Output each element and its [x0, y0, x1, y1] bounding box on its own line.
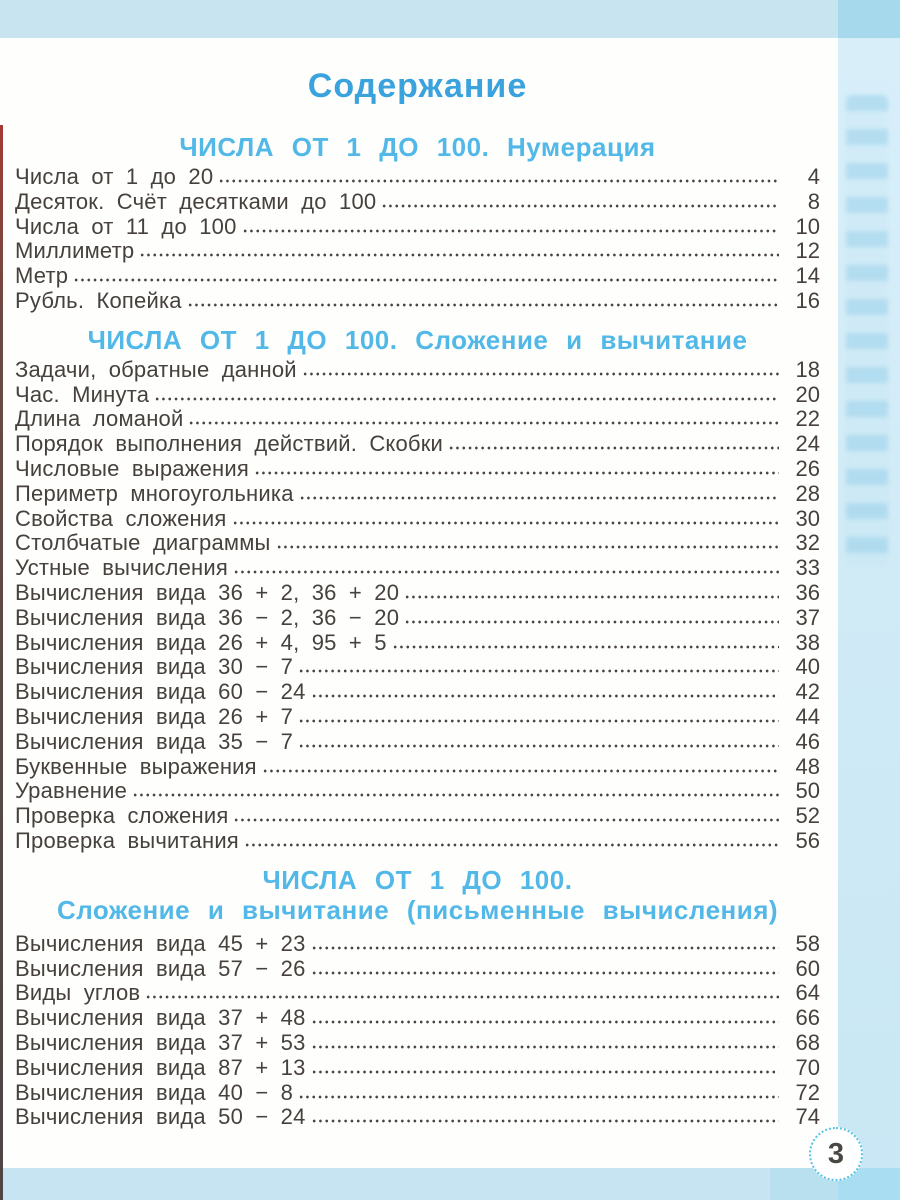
- toc-entry: [15, 580, 820, 605]
- toc-entry-page: 36: [795, 579, 820, 605]
- toc-entry-label: Вычисления вида 36 − 2, 36 − 20: [15, 604, 400, 630]
- dot-leader: [311, 1118, 779, 1124]
- page-number-badge: [809, 1127, 863, 1181]
- toc-entry: [15, 754, 820, 779]
- toc-entry: [15, 679, 820, 704]
- toc-entry-label: Задачи, обратные данной: [15, 356, 297, 382]
- toc-entry-label: Проверка сложения: [15, 803, 229, 829]
- dot-leader: [233, 817, 779, 823]
- dot-leader: [73, 277, 779, 283]
- scan-border-bottom: [0, 1168, 770, 1200]
- dot-leader: [242, 228, 779, 234]
- dot-leader: [311, 945, 779, 951]
- page-number: 3: [827, 1137, 845, 1170]
- toc-entry-page: 16: [795, 287, 820, 313]
- toc-entry: [15, 729, 820, 754]
- toc-entry: [15, 704, 820, 729]
- toc-entry-page: 64: [795, 980, 820, 1006]
- dot-leader: [302, 371, 779, 377]
- dot-leader: [311, 1019, 779, 1025]
- toc-entry-page: 74: [795, 1104, 820, 1130]
- toc-entry-label: Вычисления вида 37 + 48: [15, 1005, 306, 1031]
- toc-entry-label: Числа от 11 до 100: [15, 213, 237, 239]
- toc-entry-page: 50: [795, 778, 820, 804]
- dot-leader: [218, 178, 779, 184]
- toc-entry-page: 14: [795, 263, 820, 289]
- toc-entry: [15, 506, 820, 531]
- toc-entry-label: Вычисления вида 57 − 26: [15, 955, 306, 981]
- toc-entry-label: Вычисления вида 35 − 7: [15, 728, 294, 754]
- toc-entry: [15, 931, 820, 956]
- dot-leader: [132, 792, 779, 798]
- dot-leader: [254, 470, 779, 476]
- toc-entry: [15, 803, 820, 828]
- dot-leader: [298, 743, 779, 749]
- section-heading: ЧИСЛА ОТ 1 ДО 100. Нумерация: [179, 132, 656, 162]
- toc-entry-page: 46: [795, 728, 820, 754]
- dot-leader: [298, 1094, 779, 1100]
- toc-entry-label: Вычисления вида 30 − 7: [15, 654, 294, 680]
- section-heading: Сложение и вычитание (письменные вычисления): [56, 894, 779, 925]
- toc-entry-label: Порядок выполнения действий. Скобки: [15, 431, 444, 457]
- toc-entry-label: Числовые выражения: [15, 455, 249, 481]
- dot-leader: [262, 768, 779, 774]
- toc-entry-page: 70: [795, 1054, 820, 1080]
- toc-entry-page: 60: [795, 955, 820, 981]
- table-of-contents: [15, 132, 820, 1129]
- section-entries: [15, 164, 820, 313]
- book-spine-edge: [0, 125, 3, 1200]
- dot-leader: [381, 203, 779, 209]
- dot-leader: [298, 718, 779, 724]
- toc-entry-page: 12: [795, 238, 820, 264]
- toc-entry: [15, 1104, 820, 1129]
- toc-entry-page: 32: [795, 530, 820, 556]
- toc-entry-label: Час. Минута: [15, 381, 150, 407]
- toc-entry: [15, 238, 820, 263]
- toc-entry: [15, 1005, 820, 1030]
- toc-entry-label: Вычисления вида 60 − 24: [15, 679, 306, 705]
- toc-entry: [15, 605, 820, 630]
- toc-entry-page: 26: [795, 455, 820, 481]
- toc-entry-page: 10: [795, 213, 820, 239]
- toc-entry-label: Устные вычисления: [15, 555, 228, 581]
- toc-entry-page: 38: [795, 629, 820, 655]
- toc-entry-page: 68: [795, 1029, 820, 1055]
- toc-content: [15, 0, 820, 1129]
- toc-entry: [15, 263, 820, 288]
- toc-entry-label: Числа от 1 до 20: [15, 164, 214, 189]
- scan-border-corner-top-right: [838, 0, 900, 38]
- toc-entry: [15, 214, 820, 239]
- toc-entry-label: Вычисления вида 87 + 13: [15, 1054, 306, 1080]
- toc-entry: [15, 530, 820, 555]
- toc-entry: [15, 456, 820, 481]
- section-entries: [15, 357, 820, 853]
- dot-leader: [392, 644, 779, 650]
- toc-entry: [15, 406, 820, 431]
- toc-entry-page: 52: [795, 803, 820, 829]
- dot-leader: [232, 520, 780, 526]
- dot-leader: [311, 1044, 779, 1050]
- toc-entry: [15, 778, 820, 803]
- dot-leader: [145, 994, 779, 1000]
- dot-leader: [404, 594, 779, 600]
- toc-entry: [15, 288, 820, 313]
- dot-leader: [448, 445, 779, 451]
- section-heading: ЧИСЛА ОТ 1 ДО 100.: [262, 864, 573, 895]
- dot-leader: [404, 619, 779, 625]
- toc-entry: [15, 630, 820, 655]
- toc-entry-page: 33: [795, 555, 820, 581]
- toc-entry: [15, 431, 820, 456]
- toc-entry: [15, 1030, 820, 1055]
- toc-entry-page: 22: [795, 406, 820, 432]
- toc-entry: [15, 555, 820, 580]
- toc-entry: [15, 357, 820, 382]
- toc-entry-page: 20: [795, 381, 820, 407]
- toc-entry-page: 37: [795, 604, 820, 630]
- toc-entry-label: Уравнение: [15, 778, 128, 804]
- toc-entry-label: Вычисления вида 36 + 2, 36 + 20: [15, 579, 400, 605]
- dot-leader: [233, 569, 779, 575]
- toc-entry-label: Проверка вычитания: [15, 827, 239, 853]
- toc-entry-page: 48: [795, 753, 820, 779]
- toc-entry-page: 24: [795, 431, 820, 457]
- toc-entry-label: Вычисления вида 45 + 23: [15, 930, 306, 956]
- section-entries: [15, 931, 820, 1129]
- toc-entry: [15, 956, 820, 981]
- toc-entry-page: 8: [807, 188, 820, 214]
- dot-leader: [188, 420, 779, 426]
- toc-entry: [15, 382, 820, 407]
- toc-entry: [15, 828, 820, 853]
- toc-entry-page: 4: [807, 164, 820, 189]
- toc-entry: [15, 980, 820, 1005]
- toc-entry-page: 56: [795, 827, 820, 853]
- toc-entry-label: Вычисления вида 50 − 24: [15, 1104, 306, 1130]
- dot-leader: [311, 1069, 779, 1075]
- toc-entry-label: Свойства сложения: [15, 505, 227, 531]
- toc-entry: [15, 654, 820, 679]
- dot-leader: [299, 495, 779, 501]
- toc-entry-label: Рубль. Копейка: [15, 287, 182, 313]
- page-title: Содержание: [307, 67, 528, 105]
- toc-entry-page: 30: [795, 505, 820, 531]
- dot-leader: [244, 842, 779, 848]
- toc-entry-page: 44: [795, 703, 820, 729]
- toc-entry-label: Миллиметр: [15, 238, 135, 264]
- toc-entry-label: Буквенные выражения: [15, 753, 257, 779]
- toc-entry-label: Длина ломаной: [15, 406, 184, 432]
- dot-leader: [311, 970, 779, 976]
- dot-leader: [154, 396, 779, 402]
- toc-entry-page: 58: [795, 930, 820, 956]
- toc-entry-page: 42: [795, 679, 820, 705]
- toc-entry-label: Столбчатые диаграммы: [15, 530, 271, 556]
- toc-entry-page: 40: [795, 654, 820, 680]
- toc-entry-label: Десяток. Счёт десятками до 100: [15, 188, 377, 214]
- toc-entry: [15, 164, 820, 189]
- dot-leader: [139, 252, 779, 258]
- toc-entry: [15, 1080, 820, 1105]
- toc-entry-label: Вычисления вида 26 + 4, 95 + 5: [15, 629, 387, 655]
- toc-entry-label: Периметр многоугольника: [15, 480, 294, 506]
- dot-leader: [276, 544, 779, 550]
- section-heading: ЧИСЛА ОТ 1 ДО 100. Сложение и вычитание: [87, 324, 748, 355]
- bleed-through-smudge: [846, 95, 888, 565]
- toc-entry-page: 28: [795, 480, 820, 506]
- toc-entry-label: Вычисления вида 40 − 8: [15, 1079, 294, 1105]
- toc-entry-label: Вычисления вида 26 + 7: [15, 703, 294, 729]
- dot-leader: [298, 668, 779, 674]
- toc-entry-label: Метр: [15, 263, 69, 289]
- toc-entry-label: Виды углов: [15, 980, 141, 1006]
- toc-entry: [15, 1055, 820, 1080]
- toc-entry-label: Вычисления вида 37 + 53: [15, 1029, 306, 1055]
- toc-entry: [15, 481, 820, 506]
- dot-leader: [187, 302, 779, 308]
- toc-entry-page: 18: [795, 356, 820, 382]
- toc-entry: [15, 189, 820, 214]
- toc-entry-page: 72: [795, 1079, 820, 1105]
- dot-leader: [311, 693, 779, 699]
- toc-entry-page: 66: [795, 1005, 820, 1031]
